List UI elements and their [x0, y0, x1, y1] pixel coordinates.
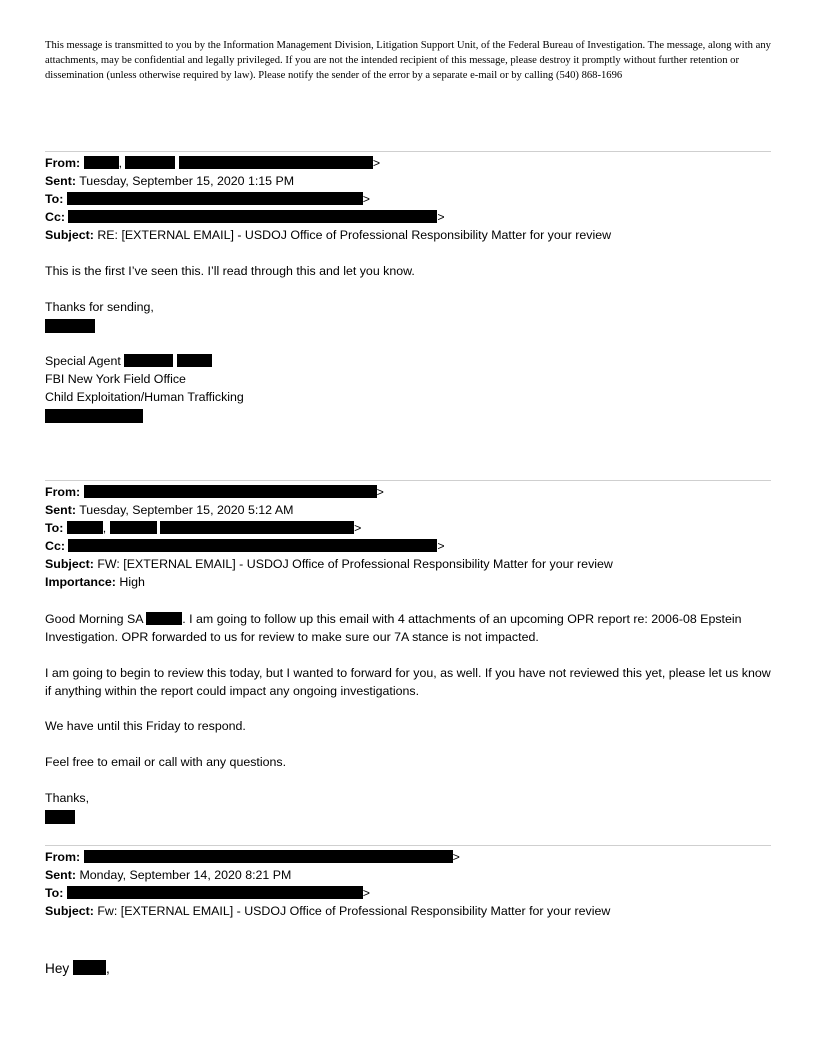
angle-bracket: >: [362, 886, 371, 900]
email3-sent: [45, 867, 291, 884]
comma: ,: [118, 156, 123, 170]
angle-bracket: >: [452, 850, 460, 864]
sent-date: Monday, September 14, 2020 8:21 PM: [79, 868, 292, 882]
to-label: To:: [45, 192, 64, 206]
email1-to: [45, 191, 370, 208]
redaction: [45, 409, 143, 423]
angle-bracket: >: [437, 210, 445, 224]
importance-value: High: [119, 575, 145, 589]
redaction: [84, 485, 377, 498]
cc-label: Cc:: [45, 210, 65, 224]
to-label: To:: [45, 886, 64, 900]
redaction: [84, 156, 119, 169]
redaction: [160, 521, 354, 534]
redaction: [110, 521, 157, 534]
comma: ,: [102, 521, 107, 535]
from-label: From:: [45, 850, 81, 864]
email1-body-line: This is the first I’ve seen this. I’ll read through this and let you know.: [45, 264, 415, 278]
greeting: Hey: [45, 961, 70, 976]
paragraph-text: . I am going to follow up this email with 4 attachments of an upcoming OPR report re: 2006-08 Epstein Investigation. OPR forwarded to us for review to make sure our 7A stance is not impacted.: [45, 612, 742, 644]
email-separator: [45, 151, 771, 152]
email1-from: [45, 155, 380, 172]
email1-thanks: Thanks for sending,: [45, 300, 154, 314]
email2-thanks: Thanks,: [45, 791, 90, 805]
redaction: [73, 960, 106, 975]
redaction: [45, 810, 75, 824]
redaction: [146, 612, 182, 625]
redaction: [67, 192, 363, 205]
redaction: [67, 886, 363, 899]
email1-signature-title: [45, 353, 212, 370]
email1-subject: [45, 227, 611, 244]
subject-text: FW: [EXTERNAL EMAIL] - USDOJ Office of Professional Responsibility Matter for your review: [97, 557, 613, 571]
email3-subject: [45, 903, 610, 920]
sent-label: Sent:: [45, 174, 76, 188]
email2-cc: [45, 538, 445, 555]
email2-importance: [45, 574, 145, 591]
redaction: [124, 354, 173, 367]
comma: ,: [105, 961, 110, 976]
email3-to: [45, 885, 370, 902]
email1-signature-unit: Child Exploitation/Human Trafficking: [45, 390, 244, 404]
redaction: [179, 156, 373, 169]
angle-bracket: >: [362, 192, 371, 206]
signature-title: Special Agent: [45, 354, 121, 368]
importance-label: Importance:: [45, 575, 116, 589]
email1-signature-office: FBI New York Field Office: [45, 372, 186, 386]
email2-paragraph-1: [45, 610, 775, 646]
email2-sent: [45, 502, 293, 519]
subject-text: RE: [EXTERNAL EMAIL] - USDOJ Office of Professional Responsibility Matter for your review: [97, 228, 612, 242]
sent-date: Tuesday, September 15, 2020 1:15 PM: [79, 174, 295, 188]
to-label: To:: [45, 521, 64, 535]
redaction: [68, 539, 437, 552]
sent-label: Sent:: [45, 503, 76, 517]
angle-bracket: >: [354, 521, 362, 535]
confidentiality-disclaimer: This message is transmitted to you by the Information Management Division, Litigation Support Unit, of the Federal Bureau of Investigation. The message, along with any attachments, may be confidential and legally privileged. If you are not the intended recipient of this message, please destroy it promptly without further retention or dissemination (unless otherwise required by law). Please notify the sender of the error by a separate e-mail or by calling (540) 868-1696: [45, 40, 771, 81]
email2-paragraph-4: Feel free to email or call with any questions.: [45, 755, 287, 769]
email2-paragraph-3: We have until this Friday to respond.: [45, 719, 246, 733]
email3-from: [45, 849, 460, 866]
email1-cc: [45, 209, 445, 226]
email3-greeting: [45, 960, 110, 977]
angle-bracket: >: [372, 156, 381, 170]
redaction: [177, 354, 212, 367]
angle-bracket: >: [437, 539, 445, 553]
email2-to: [45, 520, 361, 537]
greeting: Good Morning SA: [45, 612, 143, 626]
redaction: [45, 319, 95, 333]
email2-from: [45, 484, 384, 501]
email2-paragraph-2: I am going to begin to review this today, but I wanted to forward for you, as well. If you have not reviewed this yet, please let us know if anything within the report could impact any ongoing investigations.: [45, 666, 771, 698]
email-separator: [45, 845, 771, 846]
sent-label: Sent:: [45, 868, 76, 882]
redaction: [84, 850, 453, 863]
subject-label: Subject:: [45, 904, 94, 918]
email2-subject: [45, 556, 613, 573]
subject-text: Fw: [EXTERNAL EMAIL] - USDOJ Office of Professional Responsibility Matter for your review: [97, 904, 611, 918]
from-label: From:: [45, 485, 81, 499]
redaction: [125, 156, 175, 169]
redaction: [68, 210, 437, 223]
subject-label: Subject:: [45, 228, 94, 242]
from-label: From:: [45, 156, 81, 170]
email-separator: [45, 480, 771, 481]
email1-sent: [45, 173, 294, 190]
angle-bracket: >: [376, 485, 384, 499]
sent-date: Tuesday, September 15, 2020 5:12 AM: [79, 503, 294, 517]
redaction: [67, 521, 103, 534]
subject-label: Subject:: [45, 557, 94, 571]
cc-label: Cc:: [45, 539, 65, 553]
